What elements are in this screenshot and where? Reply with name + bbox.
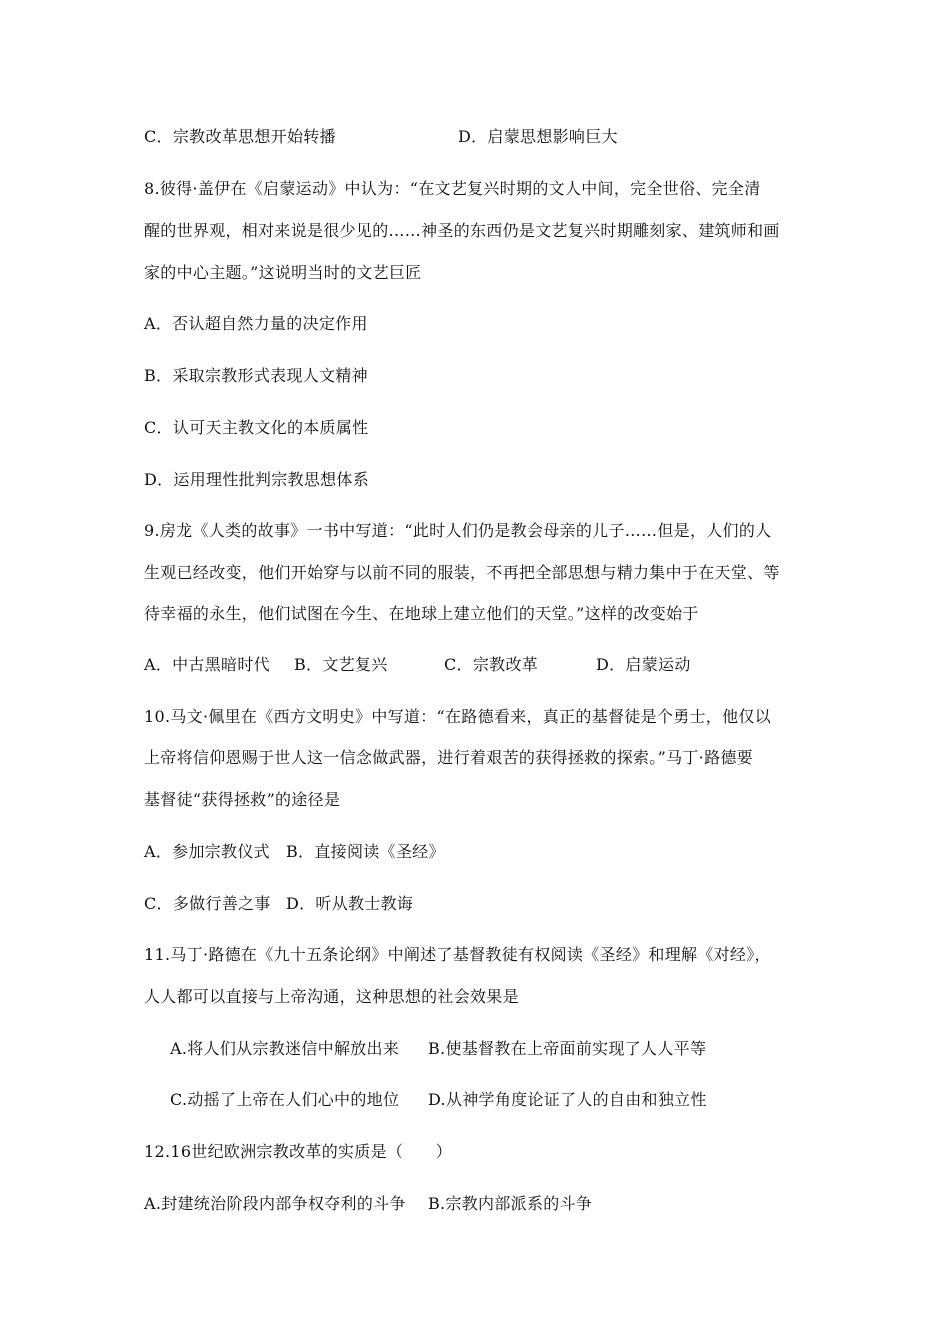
q11-stem-line-1: 11.马丁·路德在《九十五条论纲》中阐述了基督教徒有权阅读《圣经》和理解《对经》， — [144, 945, 771, 964]
q11-option-c: C.动摇了上帝在人们心中的地位 — [170, 1090, 400, 1109]
q8-stem-line-1: 8.彼得·盖伊在《启蒙运动》中认为：“在文艺复兴时期的文人中间，完全世俗、完全清 — [144, 179, 761, 198]
q8-option-c: C．认可天主教文化的本质属性 — [144, 418, 369, 437]
q9-option-c: C．宗教改革 — [444, 655, 539, 674]
q12-stem-line-1: 12.16世纪欧洲宗教改革的实质是（ ） — [144, 1142, 453, 1161]
q10-stem-line-2: 上帝将信仰恩赐于世人这一信念做武器，进行着艰苦的获得拯救的探索。”马丁·路德要 — [144, 748, 753, 767]
q9-stem-line-2: 生观已经改变，他们开始穿与以前不同的服装，不再把全部思想与精力集中于在天堂、等 — [144, 563, 780, 582]
q8-option-b: B．采取宗教形式表现人文精神 — [144, 366, 368, 385]
q12-option-b: B.宗教内部派系的斗争 — [428, 1194, 593, 1213]
q11-stem-line-2: 人人都可以直接与上帝沟通，这种思想的社会效果是 — [144, 987, 519, 1006]
q10-stem-line-3: 基督徒“获得拯救”的途径是 — [144, 790, 341, 809]
q9-stem-line-3: 待幸福的永生，他们试图在今生、在地球上建立他们的天堂。”这样的改变始于 — [144, 604, 699, 623]
q9-option-b: B．文艺复兴 — [294, 655, 388, 674]
q8-stem-line-2: 醒的世界观，相对来说是很少见的……神圣的东西仍是文艺复兴时期雕刻家、建筑师和画 — [144, 221, 780, 240]
q10-option-d: D．听从教士教诲 — [286, 894, 414, 913]
q8-stem-line-3: 家的中心主题。”这说明当时的文艺巨匠 — [144, 263, 422, 282]
q9-stem-line-1: 9.房龙《人类的故事》一书中写道：“此时人们仍是教会母亲的儿子……但是，人们的人 — [144, 521, 772, 540]
q8-option-a: A．否认超自然力量的决定作用 — [144, 314, 368, 333]
q11-option-d: D.从神学角度论证了人的自由和独立性 — [428, 1090, 707, 1109]
q10-stem-line-1: 10.马文·佩里在《西方文明史》中写道：“在路德看来，真正的基督徒是个勇士，他仅以 — [144, 707, 772, 726]
q10-option-c: C．多做行善之事 — [144, 894, 271, 913]
q7-option-c: C．宗教改革思想开始转播 — [144, 127, 336, 146]
q11-option-a: A.将人们从宗教迷信中解放出来 — [170, 1039, 400, 1058]
q9-option-d: D．启蒙运动 — [596, 655, 691, 674]
q9-option-a: A．中古黑暗时代 — [144, 655, 270, 674]
q10-option-a: A．参加宗教仪式 — [144, 842, 270, 861]
q12-option-a: A.封建统治阶段内部争权夺利的斗争 — [144, 1194, 406, 1213]
q7-option-d: D．启蒙思想影响巨大 — [458, 127, 618, 146]
q8-option-d: D．运用理性批判宗教思想体系 — [144, 470, 370, 489]
q10-option-b: B．直接阅读《圣经》 — [286, 842, 445, 861]
q11-option-b: B.使基督教在上帝面前实现了人人平等 — [428, 1039, 707, 1058]
